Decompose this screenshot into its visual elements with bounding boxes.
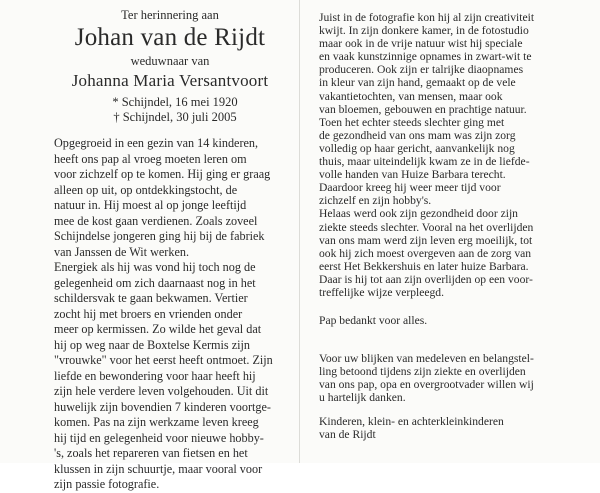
text-line: komen. Pas na zijn werkzame leven kreeg xyxy=(54,415,259,429)
text-line: mee de kost gaan verdienen. Zoals zoveel xyxy=(54,213,258,228)
text-line: treffelijke wijze verpleegd. xyxy=(319,285,445,299)
text-line: en vaak kunstzinnige opnames in zwart-wit te xyxy=(319,50,532,64)
signature-line: van de Rijdt xyxy=(319,427,376,441)
text-line: klussen in zijn schuurtje, maar vooral voor xyxy=(54,461,263,476)
death-date: † Schijndel, 30 juli 2005 xyxy=(113,110,237,124)
text-line: vakantietochten, van mensen, maar ook xyxy=(319,89,503,103)
text-line: produceren. Ook zijn er talrijke diaopnames xyxy=(319,63,524,77)
dates-block xyxy=(54,95,286,125)
text-line: gelegenheid om zich daarnaast nog in het xyxy=(54,275,256,290)
text-line: zichzelf en zijn hobby's. xyxy=(319,194,432,208)
deceased-name: Johan van de Rijdt xyxy=(74,24,266,51)
relation-text: weduwnaar van xyxy=(130,54,210,68)
text-line: Daardoor kreeg hij weer meer tijd voor xyxy=(319,181,501,195)
text-line: Voor uw blijken van medeleven en belangstel- xyxy=(319,352,534,366)
text-line: van Janssen de Wit werken. xyxy=(54,244,190,259)
acknowledgement xyxy=(319,352,584,404)
text-line: 's, zoals het repareren van fietsen en het xyxy=(54,446,248,460)
text-line: van bloemen, gebouwen en prachtige natuur. xyxy=(319,102,527,116)
text-line: volle handen van Huize Barbara terecht. xyxy=(319,168,506,182)
text-line: thuis, maar uiteindelijk kwam ze in de liefde- xyxy=(319,155,530,169)
header-block xyxy=(54,8,286,125)
text-line: Energiek als hij was vond hij toch nog de xyxy=(54,260,256,274)
text-line: in kleur van zijn hand, gemaakt op de vele xyxy=(319,76,516,90)
text-line: "vrouwke" voor het eerst heeft ontmoet. Zijn xyxy=(54,353,273,367)
spouse-name: Johanna Maria Versantvoort xyxy=(71,71,269,90)
text-line: kwijt. In zijn donkere kamer, in de fotostudio xyxy=(319,24,529,38)
text-line: huwelijk zijn bovendien 7 kinderen voortge- xyxy=(54,399,271,414)
text-line: zijn hele verdere leven volgehouden. Uit dit xyxy=(54,384,269,398)
text-line: van ons pap, opa en overgrootvader willen wij xyxy=(319,378,534,392)
text-line: alleen op uit, op ontdekkingstocht, de xyxy=(54,182,238,197)
text-line: Juist in de fotografie kon hij al zijn creativiteit xyxy=(319,11,535,24)
text-line: ling betoond tijdens zijn ziekte en overlijden xyxy=(319,365,526,379)
text-line: hij tijd en gelegenheid voor nieuwe hobby- xyxy=(54,430,264,445)
text-line: zijn passie fotografie. xyxy=(54,477,160,491)
text-line: maar ook in de vrije natuur wist hij speciale xyxy=(319,37,523,51)
text-line: Opgegroeid in een gezin van 14 kinderen, xyxy=(54,136,259,150)
text-line: liefde en bewondering voor haar heeft hij xyxy=(54,368,256,383)
text-line: natuur in. Hij moest al op jonge leeftijd xyxy=(54,198,247,212)
left-panel xyxy=(54,0,284,493)
text-line: u hartelijk danken. xyxy=(319,391,406,405)
text-line: ook hij zich moest overgeven aan de zorg van xyxy=(319,246,532,260)
text-line: van ons mam werd zijn leven erg moeilijk, tot xyxy=(319,233,533,247)
biography-left xyxy=(54,136,284,493)
text-line: ziekte steeds slechter. Vooral na het overlijden xyxy=(319,220,534,234)
text-line: hij op weg naar de Boxtelse Kermis zijn xyxy=(54,337,250,352)
fold-line xyxy=(299,0,300,463)
text-line: Schijndelse jongeren ging hij bij de fabriek xyxy=(54,229,265,243)
signature-block xyxy=(319,415,584,441)
text-line: Toen het echter steeds slechter ging met xyxy=(319,115,505,129)
text-line: zocht hij met broers en vrienden onder xyxy=(54,306,243,321)
text-line: eerst Het Bekkershuis en later huize Barbara. xyxy=(319,259,529,273)
text-line: Helaas werd ook zijn gezondheid door zijn xyxy=(319,207,518,221)
right-panel xyxy=(319,11,584,441)
birth-date: * Schijndel, 16 mei 1920 xyxy=(112,95,238,109)
intro-text: Ter herinnering aan xyxy=(121,8,219,22)
text-line: Daar is hij tot aan zijn overlijden op een voor- xyxy=(319,272,533,286)
text-line: schildersvak te gaan bekwamen. Vertier xyxy=(54,291,248,305)
thanks-line: Pap bedankt voor alles. xyxy=(319,314,428,328)
text-line: voor zichzelf op te komen. Hij ging er graag xyxy=(54,167,271,181)
text-line: volledig op haar gericht, aanvankelijk nog xyxy=(319,141,515,155)
biography-right xyxy=(319,11,584,299)
text-line: meer op kermissen. Zo wilde het geval dat xyxy=(54,322,262,336)
text-line: de gezondheid van ons mam was zijn zorg xyxy=(319,128,516,142)
signature-line: Kinderen, klein- en achterkleinkinderen xyxy=(319,414,504,428)
text-line: heeft ons pap al vroeg moeten leren om xyxy=(54,151,247,166)
